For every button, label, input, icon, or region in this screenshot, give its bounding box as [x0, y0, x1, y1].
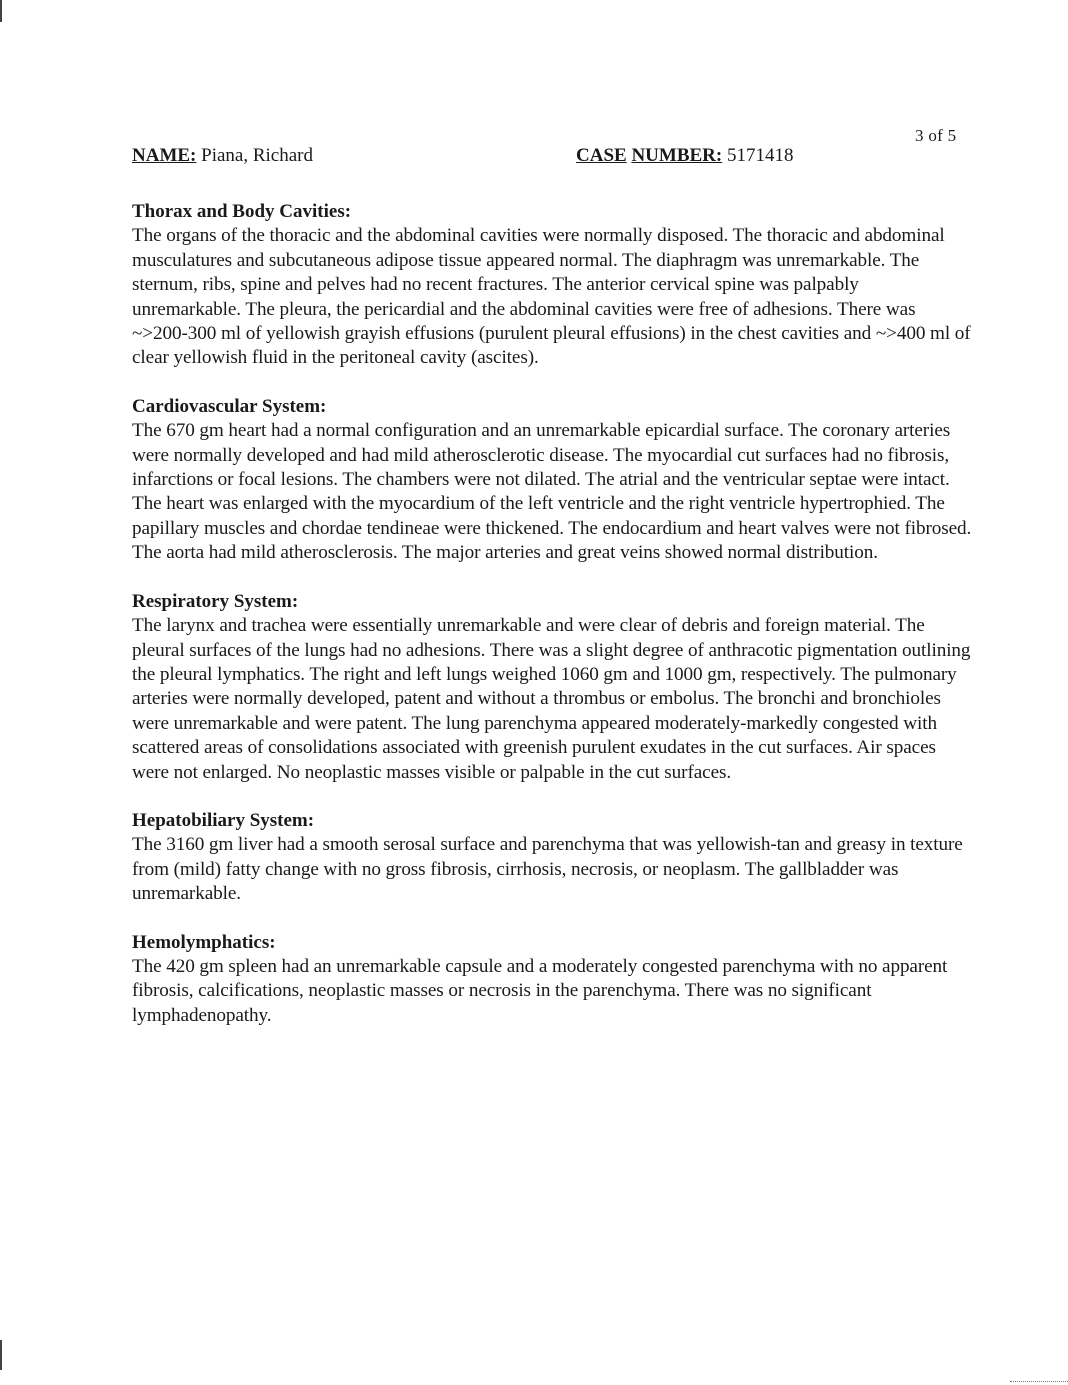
section-text: The 3160 gm liver had a smooth serosal surface and parenchyma that was yellowish-tan and greasy in texture from (mild) fatty change with no gross fibrosis, cirrhosis, necrosis, or neoplasm. The gallbladder was unremarkable. — [132, 834, 963, 905]
section-heading: Cardiovascular System: — [132, 395, 327, 417]
section-thorax-body-cavities — [132, 200, 972, 371]
patient-name-label: NAME: — [132, 145, 197, 166]
section-heading: Hepatobiliary System: — [132, 809, 315, 831]
section-text: The organs of the thoracic and the abdominal cavities were normally disposed. The thoracic and abdominal musculatures and subcutaneous adipose tissue appeared normal. The diaphragm was unremarkable. The sternum, ribs, spine and pelves had no recent fractures. The anterior cervical spine was palpably unremarkable. The pleura, the pericardial and the abdominal cavities were free of adhesions. There was ~>200-300 ml of yellowish grayish effusions (purulent pleural effusions) in the chest cavities and ~>400 ml of clear yellowish fluid in the peritoneal cavity (ascites). — [132, 225, 971, 369]
section-heading: Respiratory System: — [132, 590, 299, 612]
case-number-label-2: NUMBER: — [631, 145, 723, 166]
scan-edge-mark-top — [0, 0, 2, 22]
section-hemolymphatics — [132, 931, 972, 1029]
case-number-value: 5171418 — [726, 145, 794, 166]
section-text: The 420 gm spleen had an unremarkable capsule and a moderately congested parenchyma with no apparent fibrosis, calcifications, neoplastic masses or necrosis in the parenchyma. There was no significant lymphadenopathy. — [132, 955, 948, 1026]
section-text: The larynx and trachea were essentially unremarkable and were clear of debris and foreign material. The pleural surfaces of the lungs had no adhesions. There was a slight degree of anthracotic pigmentation outlining the pleural lymphatics. The right and left lungs weighed 1060 gm and 1000 gm, respectively. The pulmonary arteries were normally developed, patent and without a thrombus or embolus. The bronchi and bronchioles were unremarkable and were patent. The lung parenchyma appeared moderately-markedly congested with scattered areas of consolidations associated with greenish purulent exudates in the cut surfaces. Air spaces were not enlarged. No neoplastic masses visible or palpable in the cut surfaces. — [132, 615, 971, 783]
page-number: 3 of 5 — [915, 126, 957, 145]
section-hepatobiliary-system — [132, 809, 972, 907]
section-heading: Thorax and Body Cavities: — [132, 201, 352, 222]
case-number-field — [576, 145, 793, 167]
section-cardiovascular-system — [132, 395, 972, 566]
section-respiratory-system — [132, 590, 972, 785]
section-heading: Hemolymphatics: — [132, 931, 276, 953]
patient-name-field — [132, 145, 313, 167]
scan-edge-mark-bottom — [0, 1340, 2, 1370]
section-text: The 670 gm heart had a normal configuration and an unremarkable epicardial surface. The coronary arteries were normally developed and had mild atherosclerotic disease. The myocardial cut surfaces had no fibrosis, infarctions or focal lesions. The chambers were not dilated. The atrial and the ventricular septae were intact. The heart was enlarged with the myocardium of the left ventricle and the right ventricle hypertrophied. The papillary muscles and chordae tendineae were thickened. The endocardium and heart valves were not fibrosed. The aorta had mild atherosclerosis. The major arteries and great veins showed normal distribution. — [132, 420, 972, 564]
case-number-label-1: CASE — [576, 145, 627, 166]
patient-name-value: Piana, Richard — [201, 145, 313, 166]
scan-footer-mark — [1010, 1381, 1068, 1383]
report-body — [132, 200, 972, 1052]
